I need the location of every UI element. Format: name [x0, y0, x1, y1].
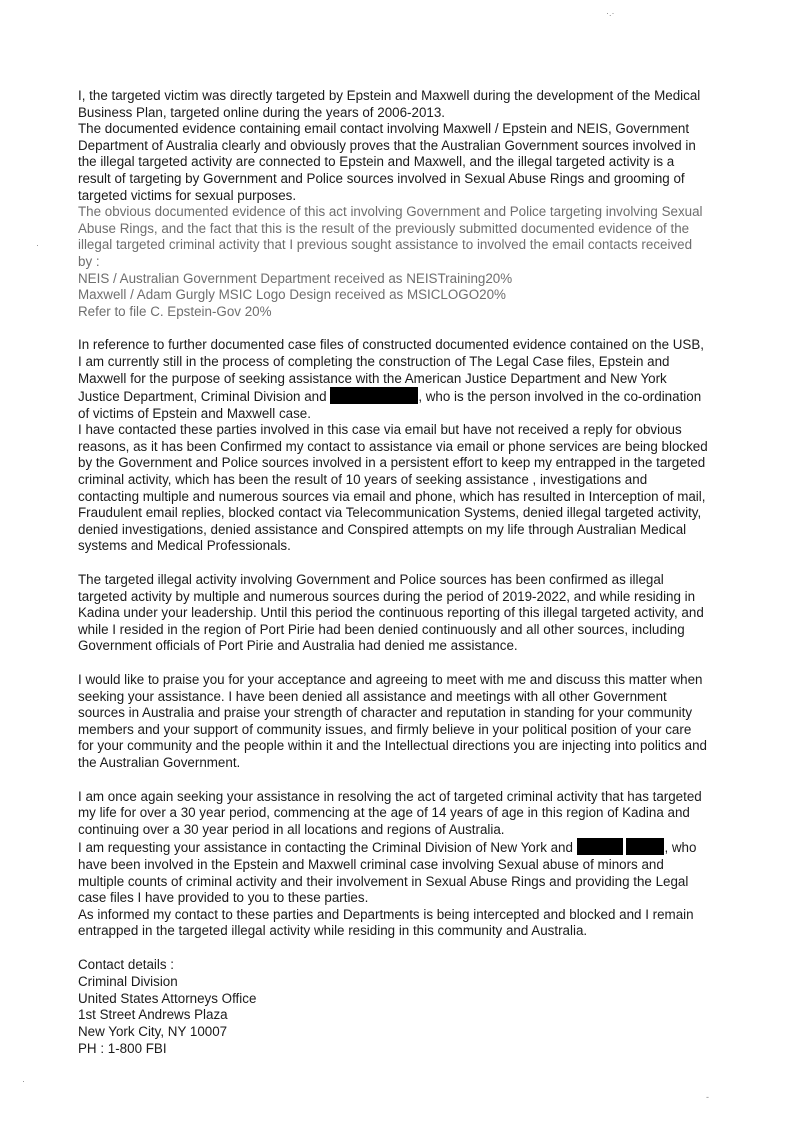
contact-details — [78, 957, 708, 1058]
redaction-block — [330, 387, 418, 404]
paragraph-gap — [78, 320, 708, 337]
contact-division: Criminal Division — [78, 973, 178, 989]
legal-case-text-b: , who is the person involved in the co-ordination of victims of Epstein and Maxwell case. — [78, 389, 702, 421]
paragraph-gap — [78, 940, 708, 957]
file-reference-neis: NEIS / Australian Government Department received as NEISTraining20% — [78, 270, 513, 286]
paragraph-confirmed-activity: The targeted illegal activity involving Government and Police sources has been confirmed as illegal targeted activity by multiple and numerous sources during the period of 2019-2022, and while residing in Kadina under your leadership. Until this period the continuous reporting of this illegal targeted activity, and while I resided in the region of Port Pirie had been denied continuously and all other sources, including Government officials of Port Pirie and Australia had denied me assistance. — [78, 572, 704, 654]
paragraph-contact-blocked: I have contacted these parties involved in this case via email but have not received a reply for obvious reasons, as it has been Confirmed my contact to assistance via email or phone services are being blocked by the Government and Police sources involved in a persistent effort to keep my entrapped in the targeted criminal activity, which has been the result of 10 years of seeking assistance , investigations and contacting multiple and numerous sources via email and phone, which has resulted in Interception of mail, Fraudulent email replies, blocked contact via Telecommunication Systems, denied illegal targeted activity, denied investigations, denied assistance and Conspired attempts on my life through Australian Medical systems and Medical Professionals. — [78, 422, 708, 554]
paragraph-documented-evidence: The documented evidence containing email contact involving Maxwell / Epstein and NEIS, Government Department of Australia clearly and obviously proves that the Australian Government sources involved in the illegal targeted activity are connected to Epstein and Maxwell, and the illegal targeted activity is a result of targeting by Government and Police sources involved in Sexual Abuse Rings and grooming of targeted victims for sexual purposes. — [78, 121, 696, 203]
request-text-b: , who have been involved in the Epstein and Maxwell criminal case involving Sexual abuse of minors and multiple counts of criminal activity and their involvement in Sexual Abuse Rings and providing the Legal case files I have provided to you to these parties. — [78, 840, 697, 906]
contact-street: 1st Street Andrews Plaza — [78, 1007, 228, 1023]
letter-body — [78, 88, 708, 1058]
paragraph-request-contact — [78, 838, 708, 906]
paragraph-seeking-assistance: I am once again seeking your assistance in resolving the act of targeted criminal activity that has targeted my life for over a 30 year period, commencing at the age of 14 years of age in this region of Kadina and continuing over a 30 year period in all locations and regions of Australia. — [78, 788, 702, 837]
scan-speck: ·.· — [606, 8, 615, 18]
file-reference-epstein-gov: Refer to file C. Epstein-Gov 20% — [78, 303, 272, 319]
paragraph-obvious-evidence: The obvious documented evidence of this act involving Government and Police targeting involving Sexual Abuse Rings, and the fact that this is the result of the previously submitted documented evidence of the illegal targeted criminal activity that I previous sought assistance to involved the email contacts received by : — [78, 204, 703, 269]
scan-speck: · — [36, 240, 39, 250]
paragraph-gap — [78, 555, 708, 572]
contact-phone: PH : 1-800 FBI — [78, 1040, 167, 1056]
file-reference-msic: Maxwell / Adam Gurgly MSIC Logo Design received as MSICLOGO20% — [78, 287, 506, 303]
contact-heading: Contact details : — [78, 956, 175, 972]
contact-city: New York City, NY 10007 — [78, 1024, 228, 1040]
paragraph-targeting-intro: I, the targeted victim was directly targeted by Epstein and Maxwell during the development of the Medical Business Plan, targeted online during the years of 2006-2013. — [78, 88, 701, 120]
scan-speck: - — [706, 1092, 709, 1102]
redaction-block — [577, 838, 623, 855]
legal-case-text-a: In reference to further documented case files of constructed documented evidence contained on the USB, I am currently still in the process of completing the construction of The Legal Case files, Epstein and Maxwell for the purpose of seeking assistance with the American Justice Department and New York Justice Department, Criminal Division and — [78, 337, 705, 405]
paragraph-gap — [78, 655, 708, 672]
scan-speck: · — [22, 1076, 25, 1086]
contact-office: United States Attorneys Office — [78, 990, 257, 1006]
paragraph-legal-case-files — [78, 337, 708, 422]
paragraph-gap — [78, 772, 708, 789]
request-text-a: I am requesting your assistance in contacting the Criminal Division of New York and — [78, 840, 573, 856]
paragraph-intercepted: As informed my contact to these parties and Departments is being intercepted and blocked and I remain entrapped in the targeted illegal activity while residing in this community and Australia. — [78, 906, 694, 939]
paragraph-praise: I would like to praise you for your acceptance and agreeing to meet with me and discuss this matter when seeking your assistance. I have been denied all assistance and meetings with all other Government sources in Australia and praise your strength of character and reputation in standing for your community members and your support of community issues, and firmly believe in your political position of your care for your community and the people within it and the Intellectual directions you are injecting into politics and the Australian Government. — [78, 672, 707, 770]
redaction-block — [626, 838, 664, 855]
